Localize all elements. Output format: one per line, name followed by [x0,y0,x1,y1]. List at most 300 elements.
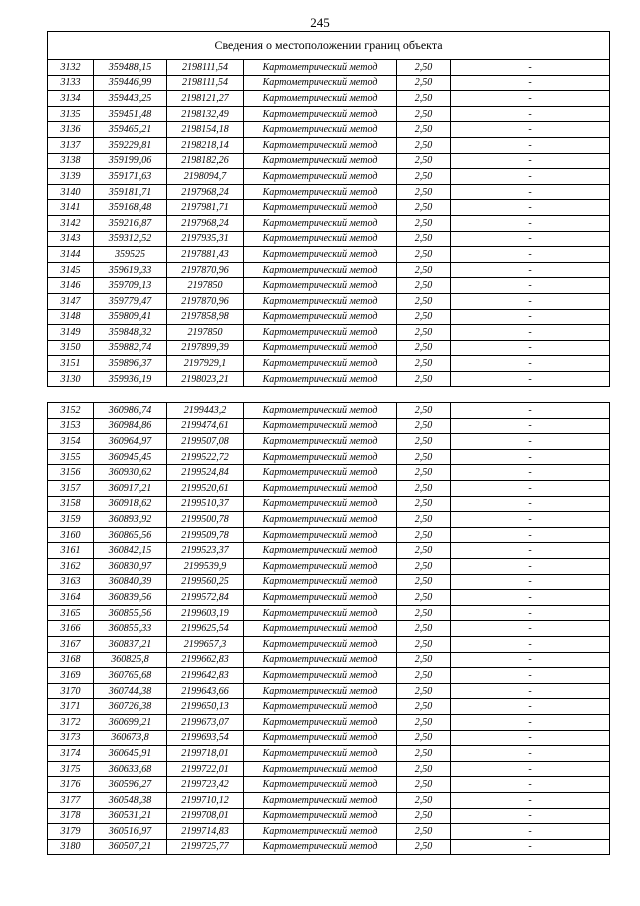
description: - [451,714,610,730]
point-number: 3169 [48,668,94,684]
table-row [48,262,610,278]
method: Картометрический метод [244,325,397,341]
coord-y: 2199523,37 [167,543,244,559]
point-number: 3144 [48,247,94,263]
description: - [451,699,610,715]
accuracy: 2,50 [397,512,451,528]
coord-y: 2197899,39 [167,340,244,356]
accuracy: 2,50 [397,200,451,216]
description: - [451,403,610,419]
accuracy: 2,50 [397,403,451,419]
coord-y: 2198111,54 [167,75,244,91]
table-row [48,559,610,575]
point-number: 3156 [48,465,94,481]
table-row [48,683,610,699]
coord-x: 359809,41 [94,309,167,325]
point-number: 3143 [48,231,94,247]
method: Картометрический метод [244,465,397,481]
coord-y: 2197870,96 [167,293,244,309]
table-row [48,169,610,185]
point-number: 3134 [48,91,94,107]
accuracy: 2,50 [397,231,451,247]
accuracy: 2,50 [397,60,451,76]
description: - [451,730,610,746]
coord-x: 360531,21 [94,808,167,824]
coord-y: 2198132,49 [167,106,244,122]
accuracy: 2,50 [397,247,451,263]
method: Картометрический метод [244,792,397,808]
accuracy: 2,50 [397,184,451,200]
accuracy: 2,50 [397,137,451,153]
accuracy: 2,50 [397,356,451,372]
method: Картометрический метод [244,668,397,684]
coord-y: 2198111,54 [167,60,244,76]
table-row [48,356,610,372]
table-row [48,668,610,684]
coord-x: 359171,63 [94,169,167,185]
table-row [48,824,610,840]
description: - [451,761,610,777]
coord-x: 360830,97 [94,559,167,575]
table-title: Сведения о местоположении границ объекта [48,32,610,60]
method: Картометрический метод [244,122,397,138]
table-row [48,200,610,216]
coord-y: 2197858,98 [167,309,244,325]
description: - [451,231,610,247]
accuracy: 2,50 [397,761,451,777]
accuracy: 2,50 [397,449,451,465]
method: Картометрический метод [244,590,397,606]
method: Картометрический метод [244,824,397,840]
table-row [48,184,610,200]
accuracy: 2,50 [397,621,451,637]
point-number: 3180 [48,839,94,855]
point-number: 3175 [48,761,94,777]
accuracy: 2,50 [397,746,451,762]
accuracy: 2,50 [397,169,451,185]
accuracy: 2,50 [397,714,451,730]
table-row [48,278,610,294]
description: - [451,652,610,668]
method: Картометрический метод [244,215,397,231]
accuracy: 2,50 [397,527,451,543]
method: Картометрический метод [244,543,397,559]
description: - [451,449,610,465]
point-number: 3138 [48,153,94,169]
method: Картометрический метод [244,496,397,512]
coord-y: 2199603,19 [167,605,244,621]
table-row [48,839,610,855]
coord-x: 360516,97 [94,824,167,840]
coord-x: 360633,68 [94,761,167,777]
description: - [451,496,610,512]
point-number: 3135 [48,106,94,122]
table-row [48,730,610,746]
table-row [48,792,610,808]
method: Картометрический метод [244,839,397,855]
coord-x: 359779,47 [94,293,167,309]
coord-y: 2199650,13 [167,699,244,715]
coord-y: 2199560,25 [167,574,244,590]
accuracy: 2,50 [397,278,451,294]
coord-x: 360930,62 [94,465,167,481]
point-number: 3166 [48,621,94,637]
coord-y: 2199673,07 [167,714,244,730]
coord-x: 359465,21 [94,122,167,138]
table-row [48,652,610,668]
description: - [451,636,610,652]
point-number: 3155 [48,449,94,465]
point-number: 3168 [48,652,94,668]
method: Картометрический метод [244,621,397,637]
method: Картометрический метод [244,777,397,793]
accuracy: 2,50 [397,215,451,231]
table-row [48,621,610,637]
method: Картометрический метод [244,652,397,668]
accuracy: 2,50 [397,683,451,699]
method: Картометрический метод [244,699,397,715]
coord-x: 360548,38 [94,792,167,808]
coord-x: 359312,52 [94,231,167,247]
description: - [451,215,610,231]
table-row [48,340,610,356]
coord-x: 360726,38 [94,699,167,715]
coord-x: 360673,8 [94,730,167,746]
accuracy: 2,50 [397,605,451,621]
coord-x: 359848,32 [94,325,167,341]
point-number: 3151 [48,356,94,372]
coord-y: 2199539,9 [167,559,244,575]
point-number: 3172 [48,714,94,730]
accuracy: 2,50 [397,574,451,590]
method: Картометрический метод [244,683,397,699]
accuracy: 2,50 [397,418,451,434]
coord-x: 360865,56 [94,527,167,543]
table-row [48,636,610,652]
accuracy: 2,50 [397,75,451,91]
table-row [48,418,610,434]
table-row [48,122,610,138]
point-number: 3136 [48,122,94,138]
point-number: 3139 [48,169,94,185]
method: Картометрический метод [244,434,397,450]
point-number: 3142 [48,215,94,231]
table-row [48,481,610,497]
coord-y: 2199714,83 [167,824,244,840]
table-row [48,512,610,528]
description: - [451,278,610,294]
coord-x: 360507,21 [94,839,167,855]
coord-x: 360964,97 [94,434,167,450]
point-number: 3150 [48,340,94,356]
coord-y: 2199710,12 [167,792,244,808]
method: Картометрический метод [244,512,397,528]
coord-y: 2197929,1 [167,356,244,372]
table-row [48,761,610,777]
point-number: 3132 [48,60,94,76]
point-number: 3148 [48,309,94,325]
accuracy: 2,50 [397,652,451,668]
coord-x: 359882,74 [94,340,167,356]
accuracy: 2,50 [397,824,451,840]
description: - [451,777,610,793]
method: Картометрический метод [244,449,397,465]
accuracy: 2,50 [397,340,451,356]
coord-x: 359525 [94,247,167,263]
coord-x: 359181,71 [94,184,167,200]
coord-y: 2198094,7 [167,169,244,185]
method: Картометрический метод [244,309,397,325]
method: Картометрический метод [244,714,397,730]
description: - [451,184,610,200]
coord-y: 2198154,18 [167,122,244,138]
coord-x: 359619,33 [94,262,167,278]
method: Картометрический метод [244,527,397,543]
table-row [48,777,610,793]
description: - [451,247,610,263]
description: - [451,574,610,590]
coord-x: 360945,45 [94,449,167,465]
coord-y: 2199625,54 [167,621,244,637]
coord-y: 2198182,26 [167,153,244,169]
table-row [48,215,610,231]
coord-x: 360986,74 [94,403,167,419]
point-number: 3160 [48,527,94,543]
coord-y: 2199657,3 [167,636,244,652]
method: Картометрический метод [244,200,397,216]
accuracy: 2,50 [397,590,451,606]
coord-x: 360918,62 [94,496,167,512]
accuracy: 2,50 [397,434,451,450]
accuracy: 2,50 [397,122,451,138]
coord-x: 360855,56 [94,605,167,621]
method: Картометрический метод [244,808,397,824]
table-row [48,714,610,730]
coord-x: 359216,87 [94,215,167,231]
description: - [451,75,610,91]
accuracy: 2,50 [397,262,451,278]
coord-x: 360825,8 [94,652,167,668]
point-number: 3152 [48,403,94,419]
method: Картометрический метод [244,371,397,387]
description: - [451,169,610,185]
coord-y: 2199500,78 [167,512,244,528]
method: Картометрический метод [244,184,397,200]
point-number: 3165 [48,605,94,621]
table-row [48,808,610,824]
description: - [451,465,610,481]
accuracy: 2,50 [397,543,451,559]
accuracy: 2,50 [397,808,451,824]
point-number: 3145 [48,262,94,278]
table-row [48,75,610,91]
coord-x: 360765,68 [94,668,167,684]
coord-x: 360984,86 [94,418,167,434]
coord-y: 2199443,2 [167,403,244,419]
coord-y: 2197935,31 [167,231,244,247]
description: - [451,340,610,356]
method: Картометрический метод [244,636,397,652]
description: - [451,137,610,153]
description: - [451,91,610,107]
point-number: 3130 [48,371,94,387]
method: Картометрический метод [244,418,397,434]
description: - [451,106,610,122]
point-number: 3146 [48,278,94,294]
method: Картометрический метод [244,278,397,294]
table-row [48,60,610,76]
method: Картометрический метод [244,403,397,419]
coord-y: 2199572,84 [167,590,244,606]
coord-x: 359709,13 [94,278,167,294]
coord-y: 2199718,01 [167,746,244,762]
method: Картометрический метод [244,356,397,372]
point-number: 3164 [48,590,94,606]
boundary-table [47,31,610,855]
point-number: 3167 [48,636,94,652]
table-title-row [48,32,610,60]
coord-y: 2197968,24 [167,184,244,200]
accuracy: 2,50 [397,153,451,169]
description: - [451,60,610,76]
coord-x: 360917,21 [94,481,167,497]
description: - [451,325,610,341]
table-row [48,91,610,107]
point-number: 3179 [48,824,94,840]
coord-x: 359443,25 [94,91,167,107]
point-number: 3157 [48,481,94,497]
coord-y: 2197968,24 [167,215,244,231]
accuracy: 2,50 [397,636,451,652]
table-row [48,496,610,512]
method: Картометрический метод [244,153,397,169]
coord-x: 360699,21 [94,714,167,730]
table-row [48,699,610,715]
table-row [48,746,610,762]
point-number: 3158 [48,496,94,512]
point-number: 3147 [48,293,94,309]
coord-y: 2199723,42 [167,777,244,793]
description: - [451,590,610,606]
point-number: 3159 [48,512,94,528]
point-number: 3173 [48,730,94,746]
table-row [48,325,610,341]
table-row [48,605,610,621]
coord-y: 2199708,01 [167,808,244,824]
table-row [48,434,610,450]
accuracy: 2,50 [397,699,451,715]
method: Картометрический метод [244,730,397,746]
table-row [48,527,610,543]
coord-x: 360840,39 [94,574,167,590]
coord-x: 360744,38 [94,683,167,699]
coord-y: 2199474,61 [167,418,244,434]
method: Картометрический метод [244,91,397,107]
point-number: 3174 [48,746,94,762]
point-number: 3133 [48,75,94,91]
coord-x: 360893,92 [94,512,167,528]
table-row [48,247,610,263]
accuracy: 2,50 [397,496,451,512]
coord-y: 2197850 [167,325,244,341]
separator-cell [48,387,610,403]
page-number: 245 [310,15,330,30]
method: Картометрический метод [244,605,397,621]
description: - [451,559,610,575]
coord-y: 2199722,01 [167,761,244,777]
description: - [451,605,610,621]
point-number: 3140 [48,184,94,200]
description: - [451,746,610,762]
description: - [451,808,610,824]
accuracy: 2,50 [397,293,451,309]
table-row [48,153,610,169]
accuracy: 2,50 [397,481,451,497]
description: - [451,434,610,450]
point-number: 3177 [48,792,94,808]
method: Картометрический метод [244,60,397,76]
accuracy: 2,50 [397,106,451,122]
method: Картометрический метод [244,340,397,356]
description: - [451,418,610,434]
method: Картометрический метод [244,262,397,278]
point-number: 3176 [48,777,94,793]
description: - [451,481,610,497]
description: - [451,683,610,699]
coord-x: 360839,56 [94,590,167,606]
point-number: 3171 [48,699,94,715]
point-number: 3149 [48,325,94,341]
description: - [451,792,610,808]
accuracy: 2,50 [397,371,451,387]
description: - [451,293,610,309]
coord-x: 359488,15 [94,60,167,76]
coord-x: 360842,15 [94,543,167,559]
description: - [451,527,610,543]
coord-y: 2199643,66 [167,683,244,699]
method: Картометрический метод [244,574,397,590]
accuracy: 2,50 [397,325,451,341]
description: - [451,621,610,637]
description: - [451,512,610,528]
coord-y: 2199507,08 [167,434,244,450]
coord-x: 359446,99 [94,75,167,91]
coord-x: 360596,27 [94,777,167,793]
point-number: 3162 [48,559,94,575]
method: Картометрический метод [244,247,397,263]
point-number: 3161 [48,543,94,559]
table-row [48,449,610,465]
method: Картометрический метод [244,75,397,91]
coord-y: 2198121,27 [167,91,244,107]
accuracy: 2,50 [397,777,451,793]
description: - [451,153,610,169]
accuracy: 2,50 [397,309,451,325]
table-row [48,106,610,122]
coord-x: 360645,91 [94,746,167,762]
table-row [48,574,610,590]
point-number: 3163 [48,574,94,590]
method: Картометрический метод [244,481,397,497]
description: - [451,371,610,387]
accuracy: 2,50 [397,730,451,746]
table-row [48,371,610,387]
coord-y: 2199520,61 [167,481,244,497]
coord-y: 2198218,14 [167,137,244,153]
table-row [48,403,610,419]
method: Картометрический метод [244,169,397,185]
coord-y: 2197981,71 [167,200,244,216]
